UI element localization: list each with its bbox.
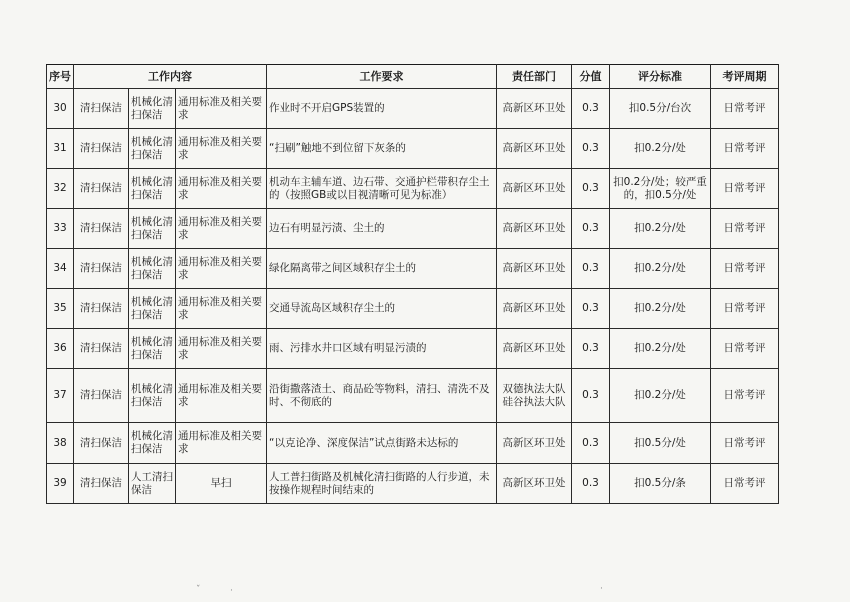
cell-score: 0.3 [572,129,610,169]
cell-dept: 高新区环卫处 [497,329,572,369]
evaluation-table [46,64,779,504]
cell-score: 0.3 [572,329,610,369]
table-row [47,369,779,423]
cell-seq: 32 [47,169,74,209]
cell-seq: 38 [47,423,74,464]
cell-item: 早扫 [176,464,267,504]
cell-seq: 37 [47,369,74,423]
cell-criteria: 扣0.5分/台次 [610,89,711,129]
table-row [47,169,779,209]
cell-criteria: 扣0.2分/处 [610,369,711,423]
cell-cycle: 日常考评 [711,289,779,329]
cell-category: 清扫保洁 [74,89,129,129]
scan-speck: · [230,586,233,596]
cell-requirement: 绿化隔离带之间区域积存尘土的 [267,249,497,289]
cell-requirement: “以克论净、深度保洁”试点街路未达标的 [267,423,497,464]
cell-score: 0.3 [572,369,610,423]
cell-seq: 34 [47,249,74,289]
cell-seq: 39 [47,464,74,504]
cell-cycle: 日常考评 [711,329,779,369]
cell-criteria: 扣0.2分/处 [610,289,711,329]
cell-cycle: 日常考评 [711,129,779,169]
header-requirement: 工作要求 [267,65,497,89]
header-criteria: 评分标准 [610,65,711,89]
cell-seq: 35 [47,289,74,329]
cell-score: 0.3 [572,209,610,249]
cell-score: 0.3 [572,464,610,504]
cell-subcategory: 机械化清扫保洁 [129,249,176,289]
table-row [47,423,779,464]
cell-dept: 高新区环卫处 [497,169,572,209]
cell-criteria: 扣0.5分/处 [610,423,711,464]
cell-criteria: 扣0.2分/处 [610,249,711,289]
cell-item: 通用标准及相关要求 [176,329,267,369]
cell-dept: 高新区环卫处 [497,129,572,169]
table-row [47,289,779,329]
table-row [47,89,779,129]
header-content: 工作内容 [74,65,267,89]
cell-item: 通用标准及相关要求 [176,289,267,329]
cell-subcategory: 机械化清扫保洁 [129,169,176,209]
cell-dept: 高新区环卫处 [497,89,572,129]
cell-item: 通用标准及相关要求 [176,209,267,249]
cell-criteria: 扣0.2分/处 [610,129,711,169]
scan-speck: · [600,584,603,594]
cell-item: 通用标准及相关要求 [176,249,267,289]
scan-speck: ˇ [196,585,201,595]
cell-item: 通用标准及相关要求 [176,89,267,129]
cell-category: 清扫保洁 [74,329,129,369]
cell-cycle: 日常考评 [711,464,779,504]
cell-item: 通用标准及相关要求 [176,129,267,169]
cell-score: 0.3 [572,249,610,289]
cell-requirement: 边石有明显污渍、尘土的 [267,209,497,249]
cell-cycle: 日常考评 [711,423,779,464]
cell-dept: 双德执法大队 硅谷执法大队 [497,369,572,423]
cell-dept: 高新区环卫处 [497,209,572,249]
cell-cycle: 日常考评 [711,249,779,289]
cell-score: 0.3 [572,423,610,464]
header-cycle: 考评周期 [711,65,779,89]
cell-requirement: 人工普扫街路及机械化清扫街路的人行步道，未按操作规程时间结束的 [267,464,497,504]
cell-cycle: 日常考评 [711,369,779,423]
cell-cycle: 日常考评 [711,209,779,249]
cell-subcategory: 机械化清扫保洁 [129,289,176,329]
cell-dept: 高新区环卫处 [497,289,572,329]
table-header-row [47,65,779,89]
cell-subcategory: 机械化清扫保洁 [129,369,176,423]
cell-cycle: 日常考评 [711,169,779,209]
cell-requirement: 沿街撒落渣土、商品砼等物料，清扫、清洗不及时、不彻底的 [267,369,497,423]
cell-dept: 高新区环卫处 [497,249,572,289]
cell-item: 通用标准及相关要求 [176,169,267,209]
cell-seq: 33 [47,209,74,249]
cell-score: 0.3 [572,89,610,129]
table-row [47,129,779,169]
cell-score: 0.3 [572,289,610,329]
cell-seq: 36 [47,329,74,369]
cell-requirement: 机动车主辅车道、边石带、交通护栏带积存尘土的（按照GB或以目视清晰可见为标准） [267,169,497,209]
cell-criteria: 扣0.2分/处 [610,209,711,249]
cell-requirement: 交通导流岛区域积存尘土的 [267,289,497,329]
cell-category: 清扫保洁 [74,464,129,504]
table-row [47,209,779,249]
cell-category: 清扫保洁 [74,129,129,169]
cell-seq: 30 [47,89,74,129]
cell-cycle: 日常考评 [711,89,779,129]
cell-category: 清扫保洁 [74,369,129,423]
table-row [47,249,779,289]
cell-requirement: 雨、污排水井口区域有明显污渍的 [267,329,497,369]
cell-subcategory: 机械化清扫保洁 [129,129,176,169]
cell-requirement: “扫刷”触地不到位留下灰条的 [267,129,497,169]
cell-category: 清扫保洁 [74,209,129,249]
cell-category: 清扫保洁 [74,249,129,289]
cell-subcategory: 人工清扫保洁 [129,464,176,504]
cell-dept: 高新区环卫处 [497,423,572,464]
cell-requirement: 作业时不开启GPS装置的 [267,89,497,129]
cell-seq: 31 [47,129,74,169]
cell-subcategory: 机械化清扫保洁 [129,89,176,129]
cell-category: 清扫保洁 [74,289,129,329]
cell-category: 清扫保洁 [74,423,129,464]
cell-criteria: 扣0.5分/条 [610,464,711,504]
cell-subcategory: 机械化清扫保洁 [129,329,176,369]
cell-category: 清扫保洁 [74,169,129,209]
cell-dept: 高新区环卫处 [497,464,572,504]
table-row [47,329,779,369]
header-seq: 序号 [47,65,74,89]
table-row [47,464,779,504]
cell-subcategory: 机械化清扫保洁 [129,209,176,249]
cell-criteria: 扣0.2分/处；较严重的，扣0.5分/处 [610,169,711,209]
header-score: 分值 [572,65,610,89]
cell-score: 0.3 [572,169,610,209]
cell-criteria: 扣0.2分/处 [610,329,711,369]
cell-item: 通用标准及相关要求 [176,369,267,423]
cell-subcategory: 机械化清扫保洁 [129,423,176,464]
cell-item: 通用标准及相关要求 [176,423,267,464]
header-dept: 责任部门 [497,65,572,89]
